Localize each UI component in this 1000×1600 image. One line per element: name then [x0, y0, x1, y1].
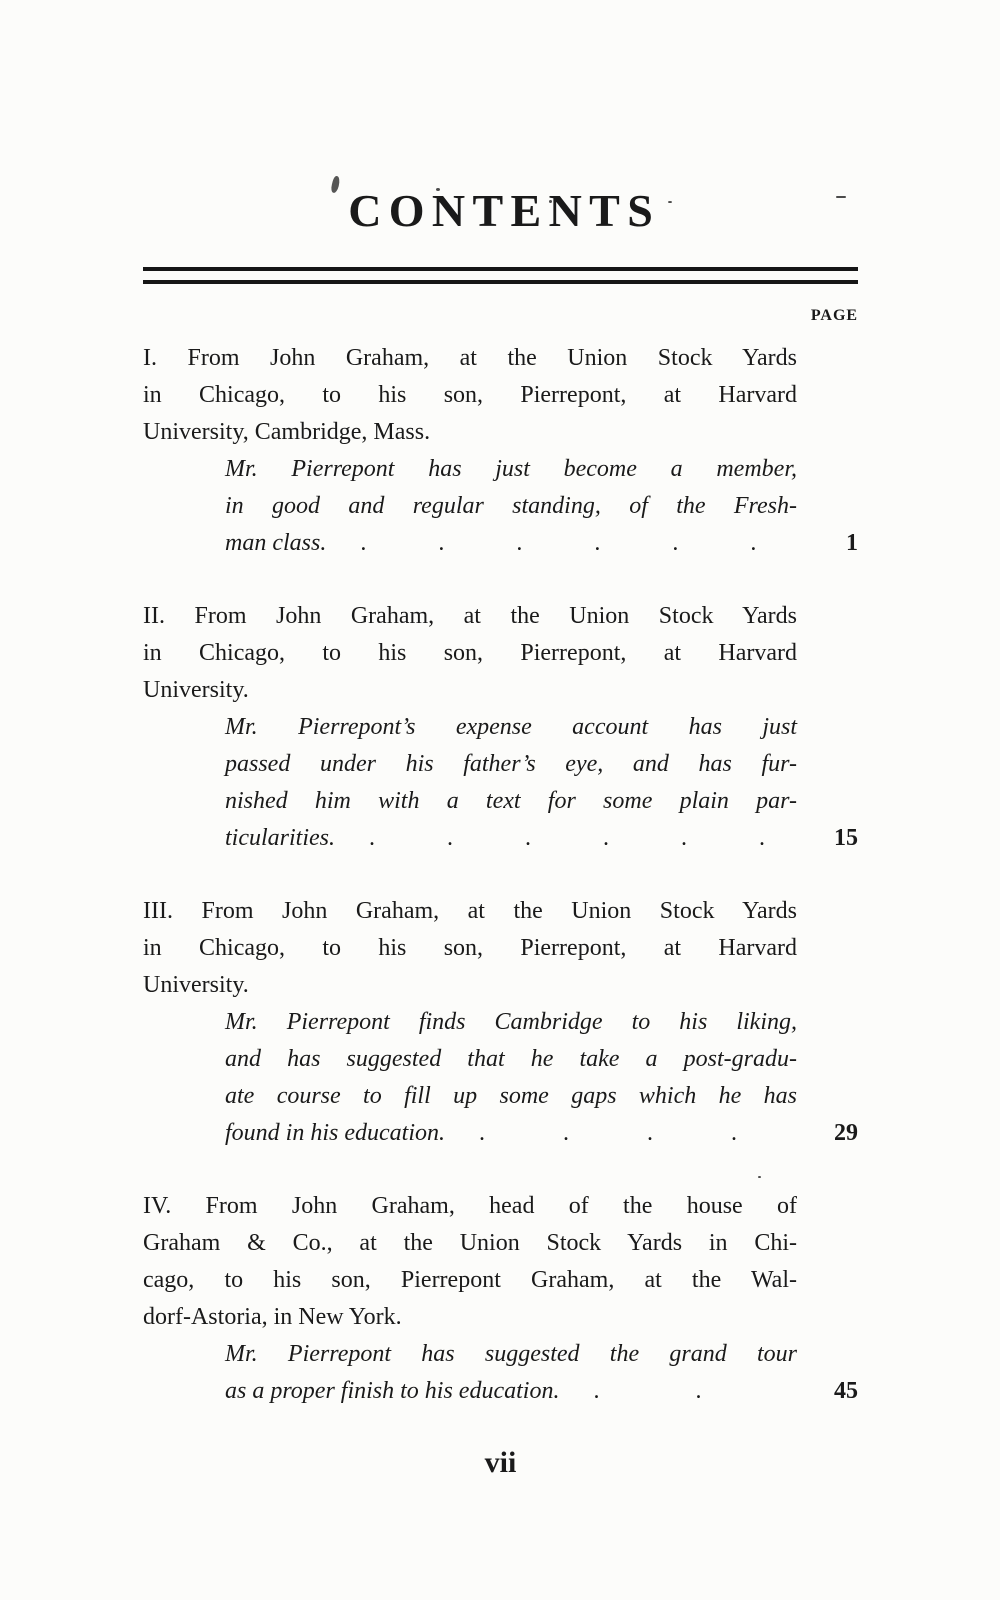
entry-heading-line: University. [143, 972, 249, 998]
entry-heading-line: dorf-Astoria, in New York. [143, 1304, 402, 1330]
entry-summary-line: Mr. Pierrepont’s expense account has just [225, 714, 797, 740]
page-column-label: PAGE [810, 307, 858, 324]
entry-heading-line: in Chicago, to his son, Pierrepont, at Harvard [143, 382, 797, 408]
entry-heading-line: cago, to his son, Pierrepont Graham, at the Wal- [143, 1267, 797, 1293]
toc-entry-1 [143, 340, 858, 562]
entry-summary-line: found in his education. [225, 1120, 445, 1146]
leader-dots: . . . . . . [369, 825, 765, 851]
entry-summary-line: man class. [225, 530, 327, 556]
entry-summary [225, 1004, 858, 1152]
entry-summary-line: in good and regular standing, of the Fresh- [225, 493, 797, 519]
entry-heading-line: II. From John Graham, at the Union Stock Yards [143, 603, 797, 629]
entry-heading-line: University, Cambridge, Mass. [143, 419, 431, 445]
entry-heading-line: University. [143, 677, 249, 703]
double-rule-divider [143, 267, 858, 284]
toc-entries [143, 340, 858, 1410]
entry-heading [143, 340, 797, 451]
entry-heading [143, 1188, 797, 1336]
entry-heading-line: IV. From John Graham, head of the house of [143, 1193, 797, 1219]
entry-summary-line: and has suggested that he take a post-gradu- [225, 1046, 797, 1072]
entry-summary-last-line [225, 1115, 858, 1152]
entry-page-number: 45 [834, 1378, 858, 1404]
toc-entry-3 [143, 893, 858, 1152]
entry-summary-line: Mr. Pierrepont has just become a member, [225, 456, 797, 482]
entry-summary-line: Mr. Pierrepont finds Cambridge to his liking, [225, 1009, 797, 1035]
entry-summary-line: ticularities. [225, 825, 335, 851]
toc-entry-4 [143, 1188, 858, 1410]
entry-heading [143, 598, 797, 709]
toc-entry-2 [143, 598, 858, 857]
entry-summary-last-line [225, 525, 858, 562]
entry-summary-line: as a proper finish to his education. [225, 1378, 560, 1404]
entry-summary-line: nished him with a text for some plain par- [225, 788, 797, 814]
entry-heading-line: III. From John Graham, at the Union Stock Yards [143, 898, 797, 924]
entry-heading-line: Graham & Co., at the Union Stock Yards in Chi- [143, 1230, 797, 1256]
entry-summary [225, 709, 858, 857]
entry-summary-last-line [225, 820, 858, 857]
leader-dots: . . . . [478, 1120, 737, 1146]
entry-summary-line: Mr. Pierrepont has suggested the grand tour [225, 1341, 797, 1367]
folio-page-number: vii [484, 1446, 517, 1479]
page-title: CONTENTS [348, 185, 661, 236]
entry-summary-line: passed under his father’s eye, and has fur- [225, 751, 797, 777]
entry-heading [143, 893, 797, 1004]
entry-summary-line: ate course to fill up some gaps which he has [225, 1083, 797, 1109]
entry-page-number: 1 [846, 530, 858, 556]
entry-summary [225, 1336, 858, 1410]
entry-page-number: 29 [834, 1120, 858, 1146]
entry-summary-last-line [225, 1373, 858, 1410]
entry-heading-line: in Chicago, to his son, Pierrepont, at Harvard [143, 935, 797, 961]
leader-dots: . . . . . . [360, 530, 757, 556]
leader-dots: . . [593, 1378, 702, 1404]
entry-summary [225, 451, 858, 562]
entry-page-number: 15 [834, 825, 858, 851]
entry-heading-line: I. From John Graham, at the Union Stock Yards [143, 345, 797, 371]
text-block [143, 0, 858, 1480]
entry-heading-line: in Chicago, to his son, Pierrepont, at Harvard [143, 640, 797, 666]
